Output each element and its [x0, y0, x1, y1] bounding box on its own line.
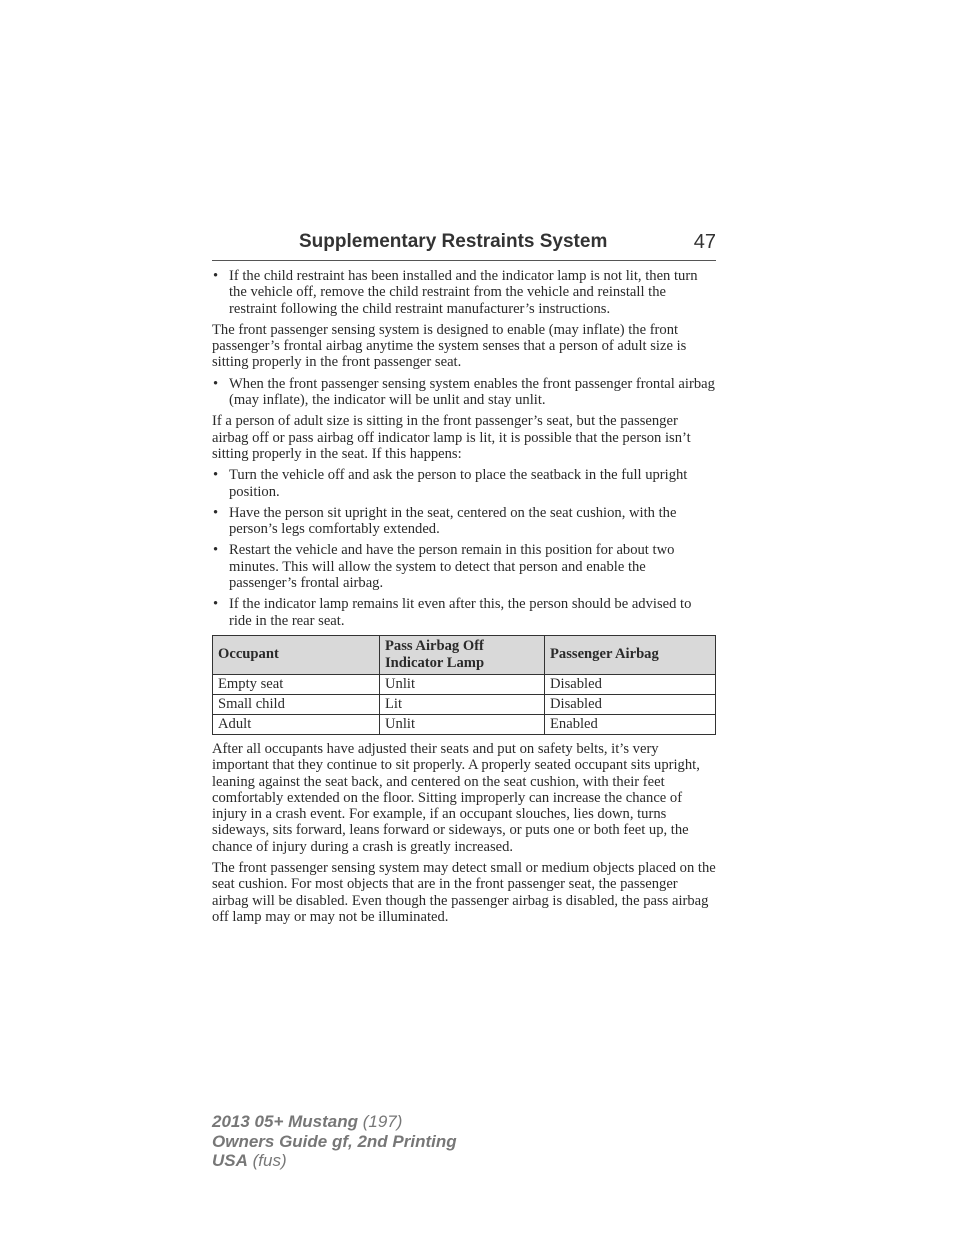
- bullet-item: [212, 467, 716, 500]
- bullet-item: [212, 505, 716, 538]
- bullet-text: If the indicator lamp remains lit even after this, the person should be advised to ride in the rear seat.: [229, 596, 692, 629]
- footer-model-code: (197): [362, 1112, 403, 1131]
- bullet-item: [212, 268, 716, 317]
- page-header: [212, 228, 716, 261]
- page-number: 47: [693, 231, 716, 253]
- paragraph: The front passenger sensing system is designed to enable (may inflate) the front passenger’s frontal airbag anytime the system senses that a person of adult size is sitting properly in the front passenger seat.: [212, 321, 687, 371]
- bullet-text: When the front passenger sensing system enables the front passenger frontal airbag (may inflate), the indicator will be unlit and stay unlit.: [229, 375, 715, 409]
- table-cell: Lit: [380, 694, 545, 714]
- footer-market-code: (fus): [252, 1151, 287, 1170]
- bullet-item: [212, 596, 716, 629]
- footer-line: [212, 1132, 457, 1152]
- bullet-glyph: •: [213, 504, 219, 521]
- table-cell: Enabled: [545, 714, 716, 734]
- table-cell: Unlit: [380, 674, 545, 694]
- table-header-cell: Passenger Airbag: [545, 635, 716, 674]
- paragraph: The front passenger sensing system may detect small or medium objects placed on the seat cushion. For most objects that are in the front passenger seat, the passenger airbag will be disabled. Even though the passenger airbag is disabled, the pass airbag off lamp may or may not be illuminated.: [212, 860, 716, 925]
- footer-model: 2013 05+ Mustang: [212, 1112, 358, 1131]
- bullet-glyph: •: [213, 268, 219, 284]
- footer-guide: Owners Guide gf, 2nd Printing: [212, 1131, 457, 1151]
- paragraph: After all occupants have adjusted their seats and put on safety belts, it’s very important that they continue to sit properly. A properly seated occupant sits upright, leaning against the seat back, and centered on the seat cushion, with their feet comfortably extended on the floor. Sitting improperly can increase the chance of injury in a crash event. For example, if an occupant slouches, lies down, turns sideways, sits forward, leans forward or sideways, or puts one or both feet up, the chance of injury during a crash is greatly increased.: [212, 740, 700, 855]
- bullet-text: Restart the vehicle and have the person remain in this position for about two minutes. This will allow the system to detect that person and enable the passenger’s frontal airbag.: [229, 542, 675, 592]
- table-cell: Adult: [213, 714, 380, 734]
- bullet-text: If the child restraint has been installed and the indicator lamp is not lit, then turn the vehicle off, remove the child restraint from the vehicle and reinstall the restraint following the child restraint manufacturer’s instructions.: [229, 268, 698, 317]
- bullet-glyph: •: [213, 596, 219, 613]
- footer-line: [212, 1151, 457, 1171]
- table-row: [213, 714, 716, 734]
- bullet-text: Turn the vehicle off and ask the person to place the seatback in the full upright position.: [229, 467, 688, 500]
- table-header-cell: Pass Airbag Off Indicator Lamp: [380, 635, 545, 674]
- footer-market: USA: [212, 1151, 248, 1170]
- bullet-item: [212, 542, 716, 591]
- paragraph: If a person of adult size is sitting in the front passenger’s seat, but the passenger airbag off or pass airbag off indicator lamp is lit, it is possible that the person isn’t sitting properly in the seat. If this happens:: [212, 413, 691, 462]
- bullet-glyph: •: [213, 542, 219, 559]
- table-cell: Small child: [213, 694, 380, 714]
- page-footer: [212, 1112, 457, 1171]
- table-header-row: [213, 635, 716, 674]
- table-cell: Disabled: [545, 674, 716, 694]
- page-content: [212, 268, 716, 930]
- bullet-glyph: •: [213, 375, 219, 392]
- bullet-item: [212, 376, 716, 409]
- bullet-text: Have the person sit upright in the seat, centered on the seat cushion, with the person’s legs comfortably extended.: [229, 504, 677, 538]
- table-row: [213, 694, 716, 714]
- bullet-glyph: •: [213, 467, 219, 484]
- table-header-cell: Occupant: [213, 635, 380, 674]
- section-title: Supplementary Restraints System: [299, 231, 608, 252]
- table-cell: Empty seat: [213, 674, 380, 694]
- footer-line: [212, 1112, 457, 1132]
- table-row: [213, 674, 716, 694]
- occupant-airbag-table: [212, 635, 716, 735]
- table-cell: Disabled: [545, 694, 716, 714]
- table-cell: Unlit: [380, 714, 545, 734]
